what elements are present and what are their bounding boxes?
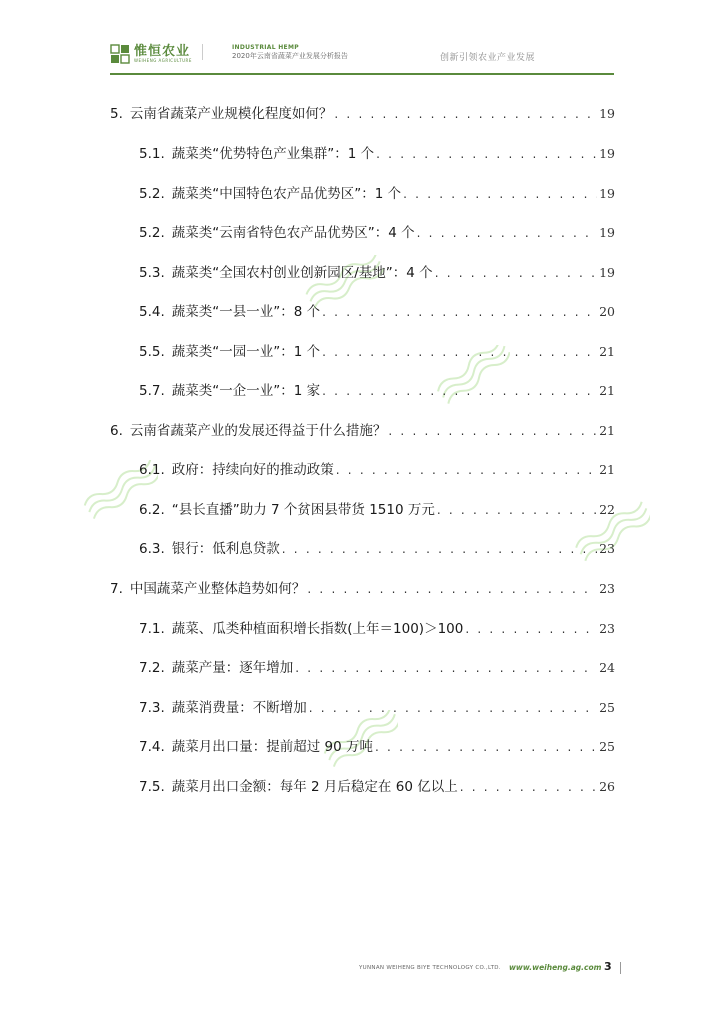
- report-title-en: INDUSTRIAL HEMP: [232, 44, 299, 51]
- toc-title: 中国蔬菜产业整体趋势如何？: [129, 581, 306, 597]
- toc-leader: [309, 698, 597, 718]
- toc-leader: [334, 104, 597, 124]
- toc-page: 19: [599, 265, 615, 280]
- toc-page: 25: [599, 700, 615, 715]
- toc-entry-5-2a[interactable]: [139, 184, 615, 204]
- toc-title: 蔬菜类“一企一业”：1 家: [171, 383, 321, 399]
- toc-number: 6.2.: [139, 502, 165, 518]
- toc-entry-5-3[interactable]: [139, 263, 615, 283]
- toc-number: 5.1.: [139, 146, 165, 162]
- toc-number: 7.1.: [139, 621, 165, 637]
- toc-title: 蔬菜、瓜类种植面积增长指数(上年＝100)＞100: [171, 621, 464, 637]
- toc-entry-5-2b[interactable]: [139, 223, 615, 243]
- toc-page: 21: [599, 423, 615, 438]
- header-slogan: 创新引领农业产业发展: [440, 53, 536, 63]
- toc-entry-7-5[interactable]: [139, 777, 615, 797]
- toc-entry-5-5[interactable]: [139, 342, 615, 362]
- toc-page: 26: [599, 779, 615, 794]
- toc-entry-6-3[interactable]: [139, 539, 615, 559]
- toc-leader: [295, 658, 597, 678]
- toc-number: 5.2.: [139, 225, 165, 241]
- toc-number: 6.: [110, 423, 123, 439]
- toc-title: 蔬菜类“一县一业”：8 个: [171, 304, 321, 320]
- toc-page: 19: [599, 225, 615, 240]
- toc-leader: [322, 342, 597, 362]
- footer-website-link[interactable]: www.weiheng.ag.com: [509, 963, 602, 972]
- toc-leader: [403, 184, 597, 204]
- toc-number: 7.3.: [139, 700, 165, 716]
- toc-page: 22: [599, 502, 615, 517]
- toc-page: 24: [599, 660, 615, 675]
- header-divider: [202, 44, 203, 60]
- toc-title: 云南省蔬菜产业的发展还得益于什么措施？: [129, 423, 387, 439]
- toc-title: 蔬菜消费量：不断增加: [171, 700, 307, 716]
- toc-page: 25: [599, 739, 615, 754]
- toc-leader: [322, 302, 597, 322]
- toc-leader: [435, 263, 597, 283]
- company-logo: [110, 44, 192, 64]
- page-number: 3: [604, 960, 612, 973]
- toc-number: 7.5.: [139, 779, 165, 795]
- toc-leader: [307, 579, 597, 599]
- report-title-block: [232, 44, 348, 61]
- toc-number: 7.2.: [139, 660, 165, 676]
- toc-number: 5.7.: [139, 383, 165, 399]
- toc-title: 蔬菜类“中国特色农产品优势区”：1 个: [171, 186, 402, 202]
- toc-entry-5[interactable]: [110, 104, 615, 124]
- header-rule: [110, 73, 614, 75]
- toc-number: 7.4.: [139, 739, 165, 755]
- logo-mark-icon: [110, 44, 130, 64]
- toc-entry-6[interactable]: [110, 421, 615, 441]
- toc-title: 银行：低利息贷款: [171, 541, 280, 557]
- toc-page: 23: [599, 621, 615, 636]
- toc-entry-6-2[interactable]: [139, 500, 615, 520]
- toc-number: 6.3.: [139, 541, 165, 557]
- toc-leader: [437, 500, 597, 520]
- toc-leader: [460, 777, 597, 797]
- toc-title: 蔬菜月出口量：提前超过 90 万吨: [171, 739, 374, 755]
- toc-entry-5-4[interactable]: [139, 302, 615, 322]
- toc-entry-7-1[interactable]: [139, 619, 615, 639]
- toc-leader: [376, 144, 597, 164]
- toc-number: 5.: [110, 106, 123, 122]
- toc-title: 蔬菜类“云南省特色农产品优势区”：4 个: [171, 225, 415, 241]
- toc-page: 19: [599, 186, 615, 201]
- toc-leader: [465, 619, 597, 639]
- toc-page: 21: [599, 383, 615, 398]
- logo-en-text: WEIHENG AGRICULTURE: [134, 57, 192, 63]
- toc-page: 21: [599, 344, 615, 359]
- toc-entry-7-3[interactable]: [139, 698, 615, 718]
- toc-page: 23: [599, 541, 615, 556]
- toc-page: 19: [599, 146, 615, 161]
- toc-leader: [375, 737, 597, 757]
- toc-leader: [336, 460, 597, 480]
- report-title-cn: 2020年云南省蔬菜产业发展分析报告: [232, 52, 348, 60]
- footer-company: YUNNAN WEIHENG BIYE TECHNOLOGY CO.,LTD.: [359, 965, 501, 971]
- toc-title: 蔬菜产量：逐年增加: [171, 660, 294, 676]
- toc-number: 6.1.: [139, 462, 165, 478]
- toc-entry-6-1[interactable]: [139, 460, 615, 480]
- toc-title: 蔬菜类“优势特色产业集群”：1 个: [171, 146, 375, 162]
- toc-entry-5-1[interactable]: [139, 144, 615, 164]
- toc-number: 5.2.: [139, 186, 165, 202]
- toc-entry-7-4[interactable]: [139, 737, 615, 757]
- toc-entry-7-2[interactable]: [139, 658, 615, 678]
- toc-title: 蔬菜月出口金额：每年 2 月后稳定在 60 亿以上: [171, 779, 458, 795]
- toc-number: 5.5.: [139, 344, 165, 360]
- toc-number: 5.4.: [139, 304, 165, 320]
- logo-cn-text: 惟恒农业: [134, 43, 191, 59]
- toc-leader: [322, 381, 597, 401]
- toc-title: 蔬菜类“全国农村创业创新园区/基地”：4 个: [171, 265, 433, 281]
- page-header: [0, 0, 724, 80]
- toc-entry-5-7[interactable]: [139, 381, 615, 401]
- toc-leader: [282, 539, 597, 559]
- toc-title: 政府：持续向好的推动政策: [171, 462, 334, 478]
- toc-number: 7.: [110, 581, 123, 597]
- toc-page: 23: [599, 581, 615, 596]
- toc-title: 云南省蔬菜产业规模化程度如何？: [129, 106, 333, 122]
- toc-page: 21: [599, 462, 615, 477]
- toc-leader: [417, 223, 597, 243]
- toc-page: 20: [599, 304, 615, 319]
- toc-page: 19: [599, 106, 615, 121]
- toc-entry-7[interactable]: [110, 579, 615, 599]
- toc-number: 5.3.: [139, 265, 165, 281]
- toc-title: 蔬菜类“一园一业”：1 个: [171, 344, 321, 360]
- toc-leader: [388, 421, 597, 441]
- toc-title: “县长直播”助力 7 个贫困县带货 1510 万元: [171, 502, 435, 518]
- footer-divider: [620, 962, 621, 974]
